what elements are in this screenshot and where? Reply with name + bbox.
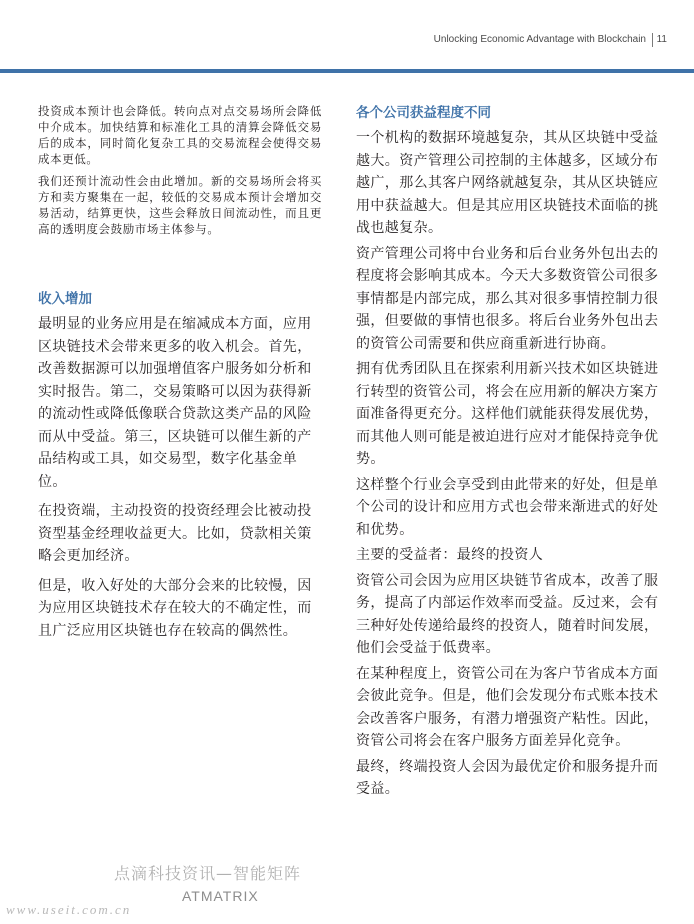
section-heading-benefit-levels: 各个公司获益程度不同	[356, 105, 491, 121]
body-paragraph: 资管公司会因为应用区块链节省成本，改善了服务，提高了内部运作效率而受益。反过来，会有三种好处传递给最终的投资人，随着时间发展，他们会受益于低费率。	[356, 572, 659, 656]
intro-paragraph-2: 我们还预计流动性会由此增加。新的交易场所会将买方和卖方聚集在一起，较低的交易成本预计会增加交易活动，结算更快，这些会释放日间流动性，而且更高的透明度会鼓励市场主体参与。	[38, 174, 322, 236]
intro-paragraph-1: 投资成本预计也会降低。转向点对点交易场所会降低中介成本。加快结算和标准化工具的清算会降低交易后的成本，同时简化复杂工具的交易流程会使得交易成本更低。	[38, 104, 322, 166]
body-paragraph: 在投资端，主动投资的投资经理会比被动投资型基金经理收益更大。比如，贷款相关策略会更加经济。	[38, 503, 312, 564]
right-column	[356, 103, 662, 804]
body-paragraph: 拥有优秀团队且在探索利用新兴技术如区块链进行转型的资管公司，将会在应用新的解决方案方面准备得更充分。这样他们就能获得发展优势，而其他人则可能是被迫进行应对才能保持竞争优势。	[356, 361, 659, 467]
body-paragraph: 但是，收入好处的大部分会来的比较慢，因为应用区块链技术存在较大的不确定性，而且广泛应用区块链也存在较高的偶然性。	[38, 577, 312, 639]
watermark-en: ATMATRIX	[182, 888, 259, 904]
body-paragraph: 一个机构的数据环境越复杂，其从区块链中受益越大。资产管理公司控制的主体越多，区域分布越广，那么其客户网络就越复杂，其从区块链应用中获益越大。但是其应用区块链技术面临的挑战也越复杂。	[356, 130, 659, 236]
header-separator	[652, 33, 653, 47]
watermark-cn: 点滴科技资讯—智能矩阵	[114, 864, 302, 883]
body-paragraph: 最终，终端投资人会因为最优定价和服务提升而受益。	[356, 758, 659, 797]
body-paragraph: 最明显的业务应用是在缩减成本方面，应用区块链技术会带来更多的收入机会。首先，改善数据源可以加强增值客户服务如分析和实时报告。第二，交易策略可以因为获得新的流动性或降低像联合贷款这类产品的风险而从中受益。第三，区块链可以催生新的产品结构或工具，如交易型，数字化基金单位。	[38, 316, 312, 490]
page-header	[0, 0, 694, 70]
left-column	[38, 103, 322, 649]
body-paragraph: 这样整个行业会享受到由此带来的好处，但是单个公司的设计和应用方式也会带来渐进式的好处和优势。	[356, 476, 659, 538]
header-title: Unlocking Economic Advantage with Blockchain	[433, 34, 646, 45]
page-number: 11	[656, 34, 667, 45]
header-rule	[0, 69, 694, 73]
section-heading-revenue: 收入增加	[38, 291, 92, 307]
body-paragraph: 在某种程度上，资管公司在为客户节省成本方面会彼此竞争。但是，他们会发现分布式账本技术会改善客户服务，有潜力增强资产粘性。因此，资管公司将会在客户服务方面差异化竞争。	[356, 665, 659, 749]
watermark-url: www.useit.com.cn	[6, 902, 132, 917]
body-paragraph: 资产管理公司将中台业务和后台业务外包出去的程度将会影响其成本。今天大多数资管公司很多事情都是内部完成，那么其对很多事情控制力很强，但要做的事情也很多。将后台业务外包出去的资管公司需要和供应商重新进行协商。	[356, 245, 659, 352]
subheading-main-beneficiary: 主要的受益者：最终的投资人	[356, 547, 544, 563]
